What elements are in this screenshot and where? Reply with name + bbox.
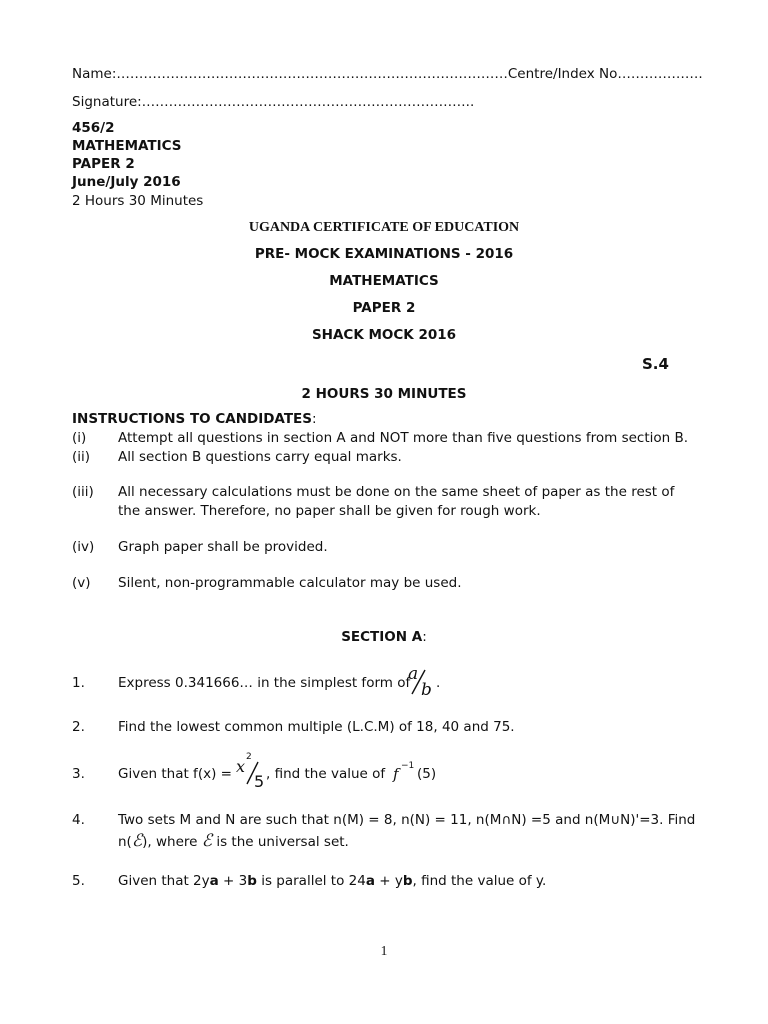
question-text: Two sets M and N are such that n(M) = 8, n(N) = 11, n(M∩N) =5 and n(M∪N)'=3. Find [118,812,696,828]
title-paper: PAPER 2 [352,300,416,316]
instruction-number: (iv) [72,539,95,555]
universal-set-symbol: ℰ [131,831,143,850]
class-label: S.4 [642,355,669,373]
question-number: 4. [72,812,85,828]
exam-title: PRE- MOCK EXAMINATIONS - 2016 [254,246,514,262]
mock-title: SHACK MOCK 2016 [311,327,457,343]
instruction-text: Attempt all questions in section A and NOT more than five questions from section B. [118,430,689,446]
paper-code: 456/2 [72,120,115,136]
question-text: Express 0.341666… in the simplest form of [118,675,411,691]
inverse-argument: (5) [417,766,437,782]
signature-line: Signature:……………………………………………………………….. [72,94,475,110]
section-a-heading: SECTION A: [341,629,427,645]
question-text: Given that f(x) = [118,766,232,782]
paper-subject: MATHEMATICS [72,138,182,154]
paper-session: June/July 2016 [72,174,181,190]
instruction-number: (i) [72,430,87,446]
question-text: Given that 2ya + 3b is parallel to 24a + yb, find the value of y. [118,873,547,889]
question-text-middle: , find the value of [266,766,386,782]
instruction-number: (iii) [72,484,94,500]
universal-set-symbol: ℰ [201,831,213,850]
instruction-text: All section B questions carry equal marks. [118,449,402,465]
question-number: 3. [72,766,85,782]
instruction-number: (ii) [72,449,91,465]
paper-duration: 2 Hours 30 Minutes [72,193,204,209]
question-text: Find the lowest common multiple (L.C.M) of 18, 40 and 75. [118,719,515,735]
fraction-numerator: a [408,664,419,684]
fraction-denominator: 5 [254,772,265,791]
inverse-exponent: −1 [401,761,415,771]
inverse-function: f [393,765,399,783]
question-number: 1. [72,675,85,691]
instruction-number: (v) [72,575,91,591]
fraction-exponent: 2 [246,752,252,762]
instruction-text: All necessary calculations must be done on the same sheet of paper as the rest of [118,484,675,500]
title-duration: 2 HOURS 30 MINUTES [301,386,467,402]
page-number: 1 [380,943,388,958]
certificate-title: UGANDA CERTIFICATE OF EDUCATION [248,220,520,235]
instruction-text: Silent, non-programmable calculator may be used. [118,575,462,591]
question-end-punctuation: . [436,675,441,691]
instructions-heading: INSTRUCTIONS TO CANDIDATES: [72,411,317,427]
name-line: Name:……………………………………………………………………………Centre/Index No………………. [72,66,703,82]
instruction-text: Graph paper shall be provided. [118,539,328,555]
instruction-text-continued: the answer. Therefore, no paper shall be given for rough work. [118,503,541,519]
fraction-numerator: x [236,757,246,776]
question-number: 2. [72,719,85,735]
title-subject: MATHEMATICS [329,273,439,289]
paper-number: PAPER 2 [72,156,135,172]
question-number: 5. [72,873,85,889]
question-text-continued: n(ℰ), where ℰ is the universal set. [118,831,349,850]
fraction-denominator: b [421,680,432,700]
